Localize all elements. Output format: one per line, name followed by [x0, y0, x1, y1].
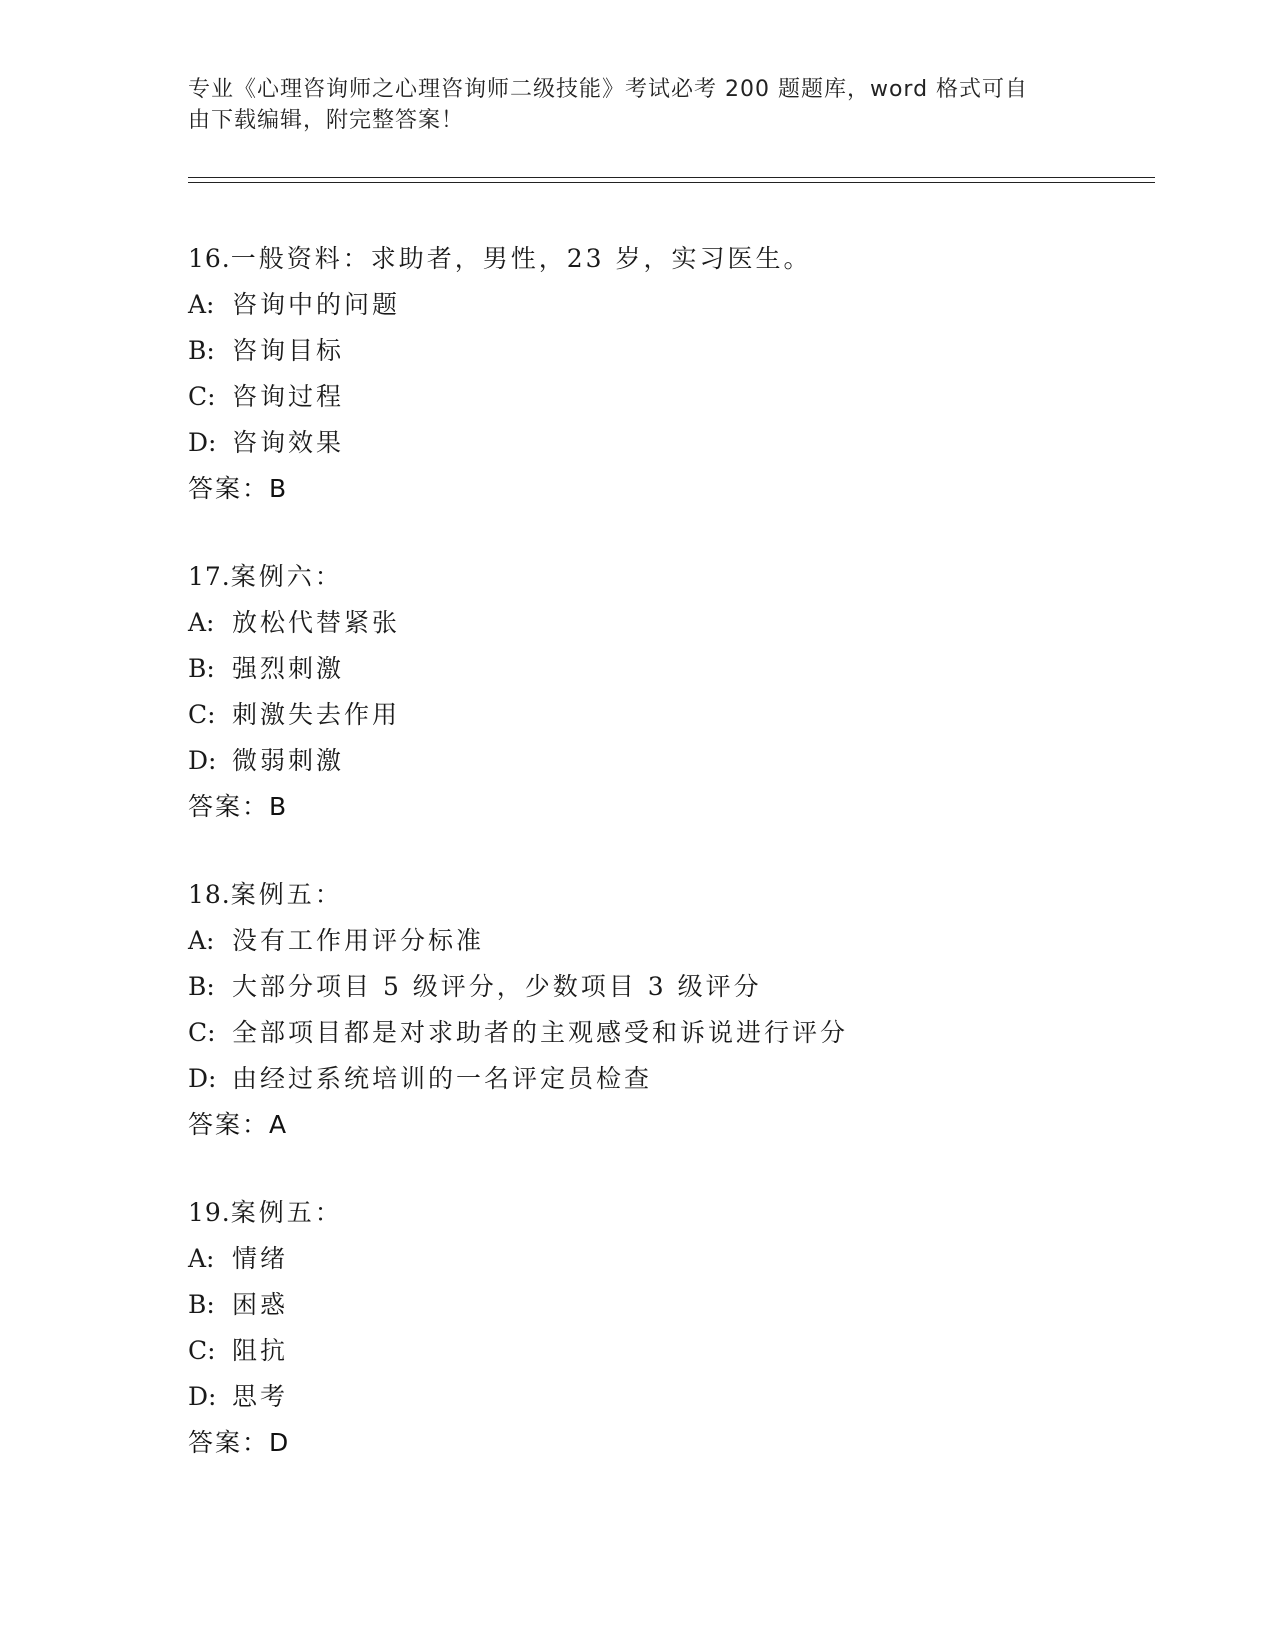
- option-text: 咨询中的问题: [232, 290, 401, 319]
- answer-line: 答案：A: [188, 1110, 289, 1139]
- question-18: [188, 872, 1168, 1148]
- option-letter: D:: [188, 746, 217, 775]
- question-text: 案例六：: [230, 562, 343, 591]
- question-16: [188, 236, 1168, 512]
- option-b: [188, 646, 1168, 692]
- option-b: [188, 328, 1168, 374]
- option-letter: D:: [188, 428, 217, 457]
- option-text: 困惑: [232, 1290, 289, 1319]
- option-letter: B:: [188, 1290, 215, 1319]
- option-text: 由经过系统培训的一名评定员检查: [232, 1064, 653, 1093]
- header-divider-bottom: [188, 182, 1155, 183]
- question-stem: [188, 554, 1168, 600]
- answer-line: 答案：B: [188, 474, 289, 503]
- option-a: [188, 1236, 1168, 1282]
- question-19: [188, 1190, 1168, 1466]
- option-a: [188, 600, 1168, 646]
- option-text: 大部分项目 5 级评分，少数项目 3 级评分: [232, 972, 762, 1001]
- option-c: [188, 374, 1168, 420]
- option-letter: C:: [188, 700, 216, 729]
- option-text: 微弱刺激: [232, 746, 345, 775]
- option-b: [188, 964, 1168, 1010]
- option-letter: C:: [188, 1336, 216, 1365]
- option-text: 阻抗: [232, 1336, 289, 1365]
- question-number: 16.: [188, 244, 231, 273]
- option-text: 没有工作用评分标准: [232, 926, 485, 955]
- option-text: 咨询效果: [232, 428, 345, 457]
- option-letter: C:: [188, 382, 216, 411]
- option-text: 咨询目标: [232, 336, 345, 365]
- answer-line: 答案：B: [188, 792, 289, 821]
- option-text: 强烈刺激: [232, 654, 345, 683]
- question-text: 案例五：: [230, 1198, 343, 1227]
- option-letter: B:: [188, 336, 215, 365]
- question-text: 案例五：: [230, 880, 343, 909]
- header-line-2: 由下载编辑，附完整答案！: [188, 108, 465, 133]
- option-d: [188, 1056, 1168, 1102]
- question-number: 18.: [188, 880, 231, 909]
- option-c: [188, 692, 1168, 738]
- option-c: [188, 1010, 1168, 1056]
- option-text: 放松代替紧张: [232, 608, 401, 637]
- option-text: 刺激失去作用: [232, 700, 401, 729]
- question-number: 19.: [188, 1198, 231, 1227]
- option-letter: A:: [188, 290, 215, 319]
- option-letter: D:: [188, 1064, 217, 1093]
- question-stem: [188, 872, 1168, 918]
- question-text: 一般资料：求助者，男性，23 岁，实习医生。: [230, 244, 812, 273]
- option-text: 全部项目都是对求助者的主观感受和诉说进行评分: [232, 1018, 849, 1047]
- option-text: 思考: [232, 1382, 289, 1411]
- option-text: 情绪: [232, 1244, 289, 1273]
- question-17: [188, 554, 1168, 830]
- option-letter: C:: [188, 1018, 216, 1047]
- option-text: 咨询过程: [232, 382, 345, 411]
- option-letter: B:: [188, 972, 215, 1001]
- option-d: [188, 738, 1168, 784]
- option-b: [188, 1282, 1168, 1328]
- document-header: [188, 74, 1088, 136]
- header-line-1: 专业《心理咨询师之心理咨询师二级技能》考试必考 200 题题库，word 格式可自: [188, 77, 1029, 102]
- option-a: [188, 918, 1168, 964]
- question-list: [188, 236, 1168, 1508]
- question-stem: [188, 236, 1168, 282]
- option-d: [188, 420, 1168, 466]
- option-letter: A:: [188, 1244, 215, 1273]
- option-a: [188, 282, 1168, 328]
- option-letter: A:: [188, 926, 215, 955]
- option-d: [188, 1374, 1168, 1420]
- option-letter: B:: [188, 654, 215, 683]
- question-number: 17.: [188, 562, 231, 591]
- answer-line: 答案：D: [188, 1428, 291, 1457]
- header-divider-top: [188, 177, 1155, 178]
- option-letter: A:: [188, 608, 215, 637]
- option-letter: D:: [188, 1382, 217, 1411]
- option-c: [188, 1328, 1168, 1374]
- question-stem: [188, 1190, 1168, 1236]
